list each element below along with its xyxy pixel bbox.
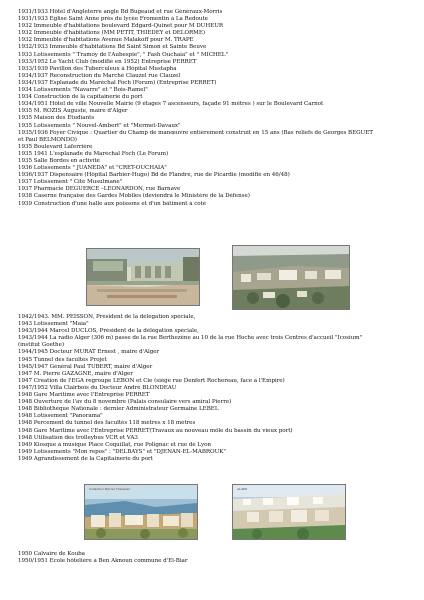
timeline-line: 1949 Kiosque à musique Place Coquillat, rue Polignac et rue de Lyon	[18, 441, 211, 448]
timeline-line: 1943 Lotissement "Maia"	[18, 321, 89, 328]
timeline-line: 1934/1951 Hôtel de ville Nouvelle Mairie (9 étages 7 ascenseurs, façade 91 mètres ) sur le Boulevard Carnot	[18, 101, 324, 108]
timeline-line: 1943/1944 La radio Alger (306 m) passe de la rue Berthezène au 10 de la rue Hoche avec trois Centres d'accueil "Icosium"	[18, 335, 362, 342]
timeline-1942-1949	[18, 314, 414, 463]
timeline-line: 1935/1936 Foyer Civique : Quartier du Champ de manœuvre entièrement construit en 15 ans (Bas reliefs de Georges BEGUET	[18, 129, 373, 136]
timeline-line: 1936/1937 Dispensaire (Hôpital Barbier-Hugo) Bd de Flandre, rue de Picardie (modifié en 46/48)	[18, 172, 290, 179]
timeline-line: 1948 Lotissement "Panorama"	[18, 413, 103, 420]
timeline-line: 1934 Lotissements "Navarre" et " Bois-Ramel"	[18, 87, 148, 94]
photo-caption: Collection Marcel Chevalier	[89, 487, 130, 491]
timeline-line: 1950 Calvaire de Kouba	[18, 551, 85, 557]
timeline-line: 1944/1945 Docteur MURAT Ernest , maire d'Alger	[18, 349, 160, 356]
timeline-line: 1933/1939 Pavillon des Tuberculeux à Hôpital Mustapha	[18, 65, 177, 72]
timeline-line: 1938 Caserne française des Gardes Mobiles (deviendra le Ministère de la Défense)	[18, 193, 250, 200]
timeline-1950	[18, 551, 414, 565]
timeline-line: 1945/1947 Général Paul TUBERT, maire d'Alger	[18, 363, 153, 370]
timeline-line: et Paul BELMONDO)	[18, 136, 77, 143]
timeline-line: 1933 Lotissements " Tramoy de l'Aubespie", " Fash Ouchaia" et " MICHEL"	[18, 51, 228, 58]
timeline-line: 1948 Bibliothèque Nationale : dernier Administrateur Germaine LEBEL	[18, 406, 219, 413]
timeline-line: 1931/1933 Hôtel d'Angleterre angle Bd Bugeaud et rue Généraux-Morris	[18, 9, 223, 15]
city-postcard-photo	[84, 484, 198, 540]
timeline-line: 1932 Immeuble d'habitations boulevard Edgard-Quinet pour M DUHEUR	[18, 23, 224, 30]
timeline-line: 1936 Lotissements " JUANEDA" et "CRET-OUCHAIA"	[18, 165, 167, 172]
alger-panorama-photo	[232, 484, 346, 540]
timeline-line: 1935 Maison des Etudiants	[18, 115, 95, 122]
timeline-line: 1948 Percement du tunnel des facultés 118 mètres x 18 mètres	[18, 420, 196, 427]
timeline-line: 1947 M. Pierre GAZAGNE, maire d'Alger	[18, 370, 133, 377]
timeline-line: 1939 Construction d'une halle aux poissons et d'un bâtiment à coté	[18, 200, 207, 207]
timeline-line: 1947/1952 Villa Clairbois du Docteur André BLONDEAU	[18, 384, 177, 391]
timeline-line: 1935 Boulevard Laferrière	[18, 143, 93, 150]
timeline-line: 1949 Lotissements "Mon repos" : "DELBAYS" et "DJENAN-EL-MABROUK"	[18, 448, 226, 455]
timeline-line: 1945 Tunnel des facultés Projet	[18, 356, 107, 363]
timeline-line: 1933/1952 Le Yacht Club (modifié en 1952) Entreprise PERRET	[18, 58, 197, 65]
timeline-line: 1932/1933 Immeuble d'habitations Bd Saint Simon et Sainte Beuve	[18, 44, 207, 51]
timeline-line: 1943/1944 Marcel DUCLOS, Président de la délégation spéciale,	[18, 328, 199, 335]
forum-esplanade-photo	[86, 248, 200, 306]
timeline-line: 1947 Création de l'EGA regroupe LEBON et Cie (siège rue Denfert Rochereau, face à l'Empire)	[18, 377, 285, 384]
timeline-line: (institut Goethe)	[18, 342, 64, 349]
timeline-line: 1948 Ouverture de l'av du 8 novembre (Palais consulaire vers amiral Pierre)	[18, 399, 232, 406]
timeline-line: 1937 Lotissement " Cité Musulmane"	[18, 179, 123, 186]
timeline-line: 1935 M. ROZIS Auguste, maire d'Alger	[18, 108, 128, 115]
timeline-line: 1949 Agrandissement de la Capitainerie du port	[18, 455, 153, 462]
photo-caption: ALGER	[237, 487, 248, 491]
timeline-line: 1935 1941 L'esplanade du Maréchal Foch (Le Forum)	[18, 150, 169, 157]
timeline-line: 1934/1937 Esplanade du Maréchal Foch (Forum) (Entreprise PERRET)	[18, 79, 217, 86]
timeline-line: 1931/1933 Eglise Saint Anne près du lycée Fromentin à La Redoute	[18, 16, 208, 23]
timeline-line: 1948 Gare Maritime avec l'Entreprise PERRET(Travaux au nouveau môle du bassin du vieux port)	[18, 427, 293, 434]
timeline-line: 1935 Salle Bordes en activité	[18, 157, 100, 164]
timeline-line: 1934/1937 Reconstruction du Marché Clauzel rue Clauzel	[18, 72, 181, 79]
timeline-1931-1939	[18, 9, 414, 208]
timeline-line: 1932 Immeuble d'habitations (MM PETIT, THIEDEY et DELORME)	[18, 30, 205, 37]
timeline-line: 1937 Pharmacie DEGUERCE –LEONARDON, rue Barnave	[18, 186, 181, 193]
timeline-line: 1950/1951 Ecole hôtelière à Ben Aknoun commune d'El-Biar	[18, 558, 188, 565]
timeline-line: 1932 Immeuble d'habitations Avenue Malakoff pour M. TRAPE	[18, 37, 194, 44]
timeline-line: 1942/1943. MM. PEISSON, Président de la délégation spéciale,	[18, 314, 196, 320]
timeline-line: 1948 Gare Maritime avec l'Entreprise PERRET	[18, 392, 150, 399]
aerial-city-photo	[232, 245, 350, 310]
timeline-line: 1948 Utilisation des trolleybus VCR et VA3	[18, 434, 138, 441]
timeline-line: 1935 Lotissements " Nouvel-Ambert" et "Mermet-Davaux"	[18, 122, 181, 129]
timeline-line: 1934 Construction de la capitainerie du port	[18, 94, 143, 101]
